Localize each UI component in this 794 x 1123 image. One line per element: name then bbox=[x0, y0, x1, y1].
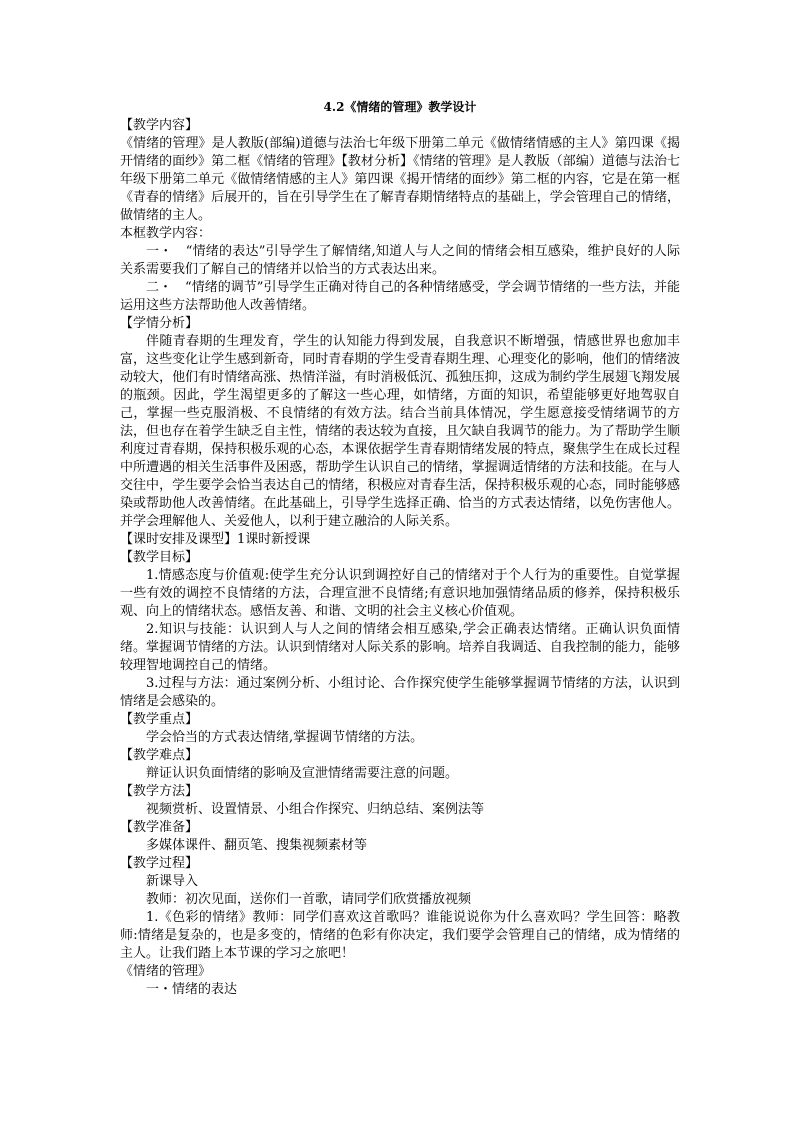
section-heading: 【教学难点】 bbox=[120, 748, 199, 763]
paragraph: 多媒体课件、翻页笔、搜集视频素材等 bbox=[146, 838, 368, 853]
paragraph: 视频赏析、设置情景、小组合作探究、归纳总结、案例法等 bbox=[146, 802, 485, 817]
paragraph: 1.情感态度与价值观:使学生充分认识到调控好自己的情绪对于个人行为的重要性。自觉掌握一些有效的调控不良情绪的方法，合理宣泄不良情绪;有意识地加强情绪品质的修养，保持积极乐观、向上的情绪状态。感悟友善、和谐、文明的社会主义核心价值观。 bbox=[120, 568, 680, 619]
paragraph: 伴随青春期的生理发育，学生的认知能力得到发展，自我意识不断增强，情感世界也愈加丰富，这些变化让学生感到新奇，同时青春期的学生受青春期生理、心理变化的影响，他们的情绪波动较大，他们有时情绪高涨、热情洋溢，有时消极低沉、孤独压抑，这成为制约学生展翅飞翔发展的瓶颈。因此，学生渴望更多的了解这一些心理，如情绪，方面的知识，希望能够更好地驾驭自己，掌握一些克服消极、不良情绪的有效方法。结合当前具体情况，学生愿意接受情绪调节的方法，但也存在着学生缺乏自主性，情绪的表达较为直接，且欠缺自我调节的能力。为了帮助学生顺利度过青春期，保持积极乐观的心态，本课依据学生青春期情绪发展的特点，聚焦学生在成长过程中所遭遇的相关生活事件及困惑，帮助学生认识自己的情绪，掌握调适情绪的方法和技能。在与人交往中，学生要学会恰当表达自己的情绪，积极应对青春生活，保持积极乐观的心态，同时能够感染或帮助他人改善情绪。在此基础上，引导学生选择正确、恰当的方式表达情绪，以免伤害他人。并学会理解他人、关爱他人，以利于建立融洽的人际关系。 bbox=[120, 334, 680, 529]
paragraph: 新课导入 bbox=[146, 874, 199, 889]
document-page bbox=[120, 98, 680, 999]
section-heading: 【教学重点】 bbox=[120, 712, 199, 727]
paragraph: 2.知识与技能：认识到人与人之间的情绪会相互感染,学会正确表达情绪。正确认识负面情绪。掌握调节情绪的方法。认识到情绪对人际关系的影响。培养自我调适、自我控制的能力，能够较理智地调控自己的情绪。 bbox=[120, 622, 680, 673]
paragraph: 1.《色彩的情绪》教师：同学们喜欢这首歌吗？谁能说说你为什么喜欢吗？学生回答：略教师:情绪是复杂的，也是多变的，情绪的色彩有你决定，我们要学会管理自己的情绪，成为情绪的主人。让我们踏上本节课的学习之旅吧！ bbox=[120, 910, 680, 961]
document-body bbox=[120, 117, 680, 999]
paragraph: 学会恰当的方式表达情绪,掌握调节情绪的方法。 bbox=[146, 730, 424, 745]
section-heading: 【课时安排及课型】1课时新授课 bbox=[120, 532, 311, 547]
paragraph: 一・情绪的表达 bbox=[146, 982, 238, 997]
paragraph: 《情绪的管理》 bbox=[120, 964, 212, 979]
paragraph: 教师：初次见面，送你们一首歌，请同学们欣赏播放视频 bbox=[146, 892, 472, 907]
section-heading: 【教学内容】 bbox=[120, 118, 199, 133]
document-title: 4.2《情绪的管理》教学设计 bbox=[323, 100, 477, 114]
paragraph: 3.过程与方法：通过案例分析、小组讨论、合作探究使学生能够掌握调节情绪的方法，认识到情绪是会感染的。 bbox=[120, 676, 680, 709]
paragraph: 本框教学内容： bbox=[120, 226, 212, 241]
section-heading: 【教学准备】 bbox=[120, 820, 199, 835]
paragraph: 辩证认识负面情绪的影响及宣泄情绪需要注意的问题。 bbox=[146, 766, 459, 781]
paragraph: 《情绪的管理》是人教版(部编)道德与法治七年级下册第二单元《做情绪情感的主人》第四课《揭开情绪的面纱》第二框《情绪的管理》【教材分析】《情绪的管理》是人教版（部编）道德与法治七年级下册第二单元《做情绪情感的主人》第四课《揭开情绪的面纱》第二框的内容，它是在第一框《青春的情绪》后展开的，旨在引导学生在了解青春期情绪特点的基础上，学会管理自己的情绪，做情绪的主人。 bbox=[120, 136, 680, 223]
section-heading: 【教学目标】 bbox=[120, 550, 199, 565]
section-heading: 【教学方法】 bbox=[120, 784, 199, 799]
paragraph: 一・ “情绪的表达”引导学生了解情绪,知道人与人之间的情绪会相互感染，维护良好的人际关系需要我们了解自己的情绪并以恰当的方式表达出来。 bbox=[120, 244, 680, 277]
paragraph: 二・ “情绪的调节”引导学生正确对待自己的各种情绪感受，学会调节情绪的一些方法，并能运用这些方法帮助他人改善情绪。 bbox=[120, 280, 680, 313]
section-heading: 【教学过程】 bbox=[120, 856, 199, 871]
section-heading: 【学情分析】 bbox=[120, 316, 199, 331]
